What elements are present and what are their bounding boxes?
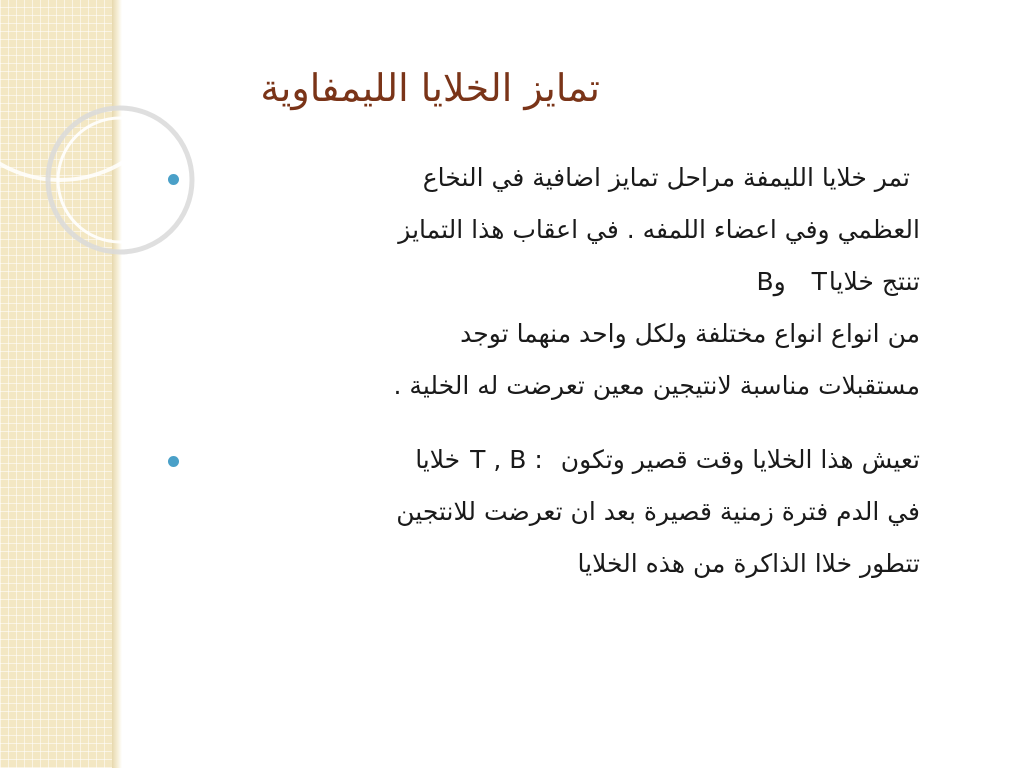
cell-type-t: T	[811, 267, 827, 296]
conjunction: و	[773, 267, 786, 296]
bullet-1-line-1: تمر خلايا الليمفة مراحل تمايز اضافية في النخاع	[422, 163, 910, 192]
bullet-1-line-4: من انواع انواع مختلفة ولكل واحد منهما توجد	[460, 319, 920, 348]
bullet-2-line-2: في الدم فترة زمنية قصيرة بعد ان تعرضت للانتجين	[396, 497, 920, 526]
bullet-2-line-1	[160, 434, 940, 486]
slide-title: تمايز الخلايا الليمفاوية	[260, 66, 600, 110]
bullet-2-line-3: تتطور خلاا الذاكرة من هذه الخلايا	[577, 549, 920, 578]
bullet-1-line-2: العظمي وفي اعضاء اللمفه . في اعقاب هذا التمايز	[398, 215, 920, 244]
cells-word: خلايا	[415, 445, 461, 474]
bullet-1-line-5: مستقبلات مناسبة لانتيجين معين تعرضت له الخلية .	[393, 371, 920, 400]
bullet-1-line-3	[160, 256, 940, 308]
bullet-1-line-3-text: تنتج خلايا	[828, 267, 920, 296]
cell-type-b: B	[756, 267, 774, 296]
bullet-1-text	[160, 152, 940, 412]
cell-types-t-b: T , B :	[470, 445, 543, 474]
bullet-2-text	[160, 434, 940, 590]
bullet-2-line-1-text: تعيش هذا الخلايا وقت قصير وتكون	[560, 445, 920, 474]
